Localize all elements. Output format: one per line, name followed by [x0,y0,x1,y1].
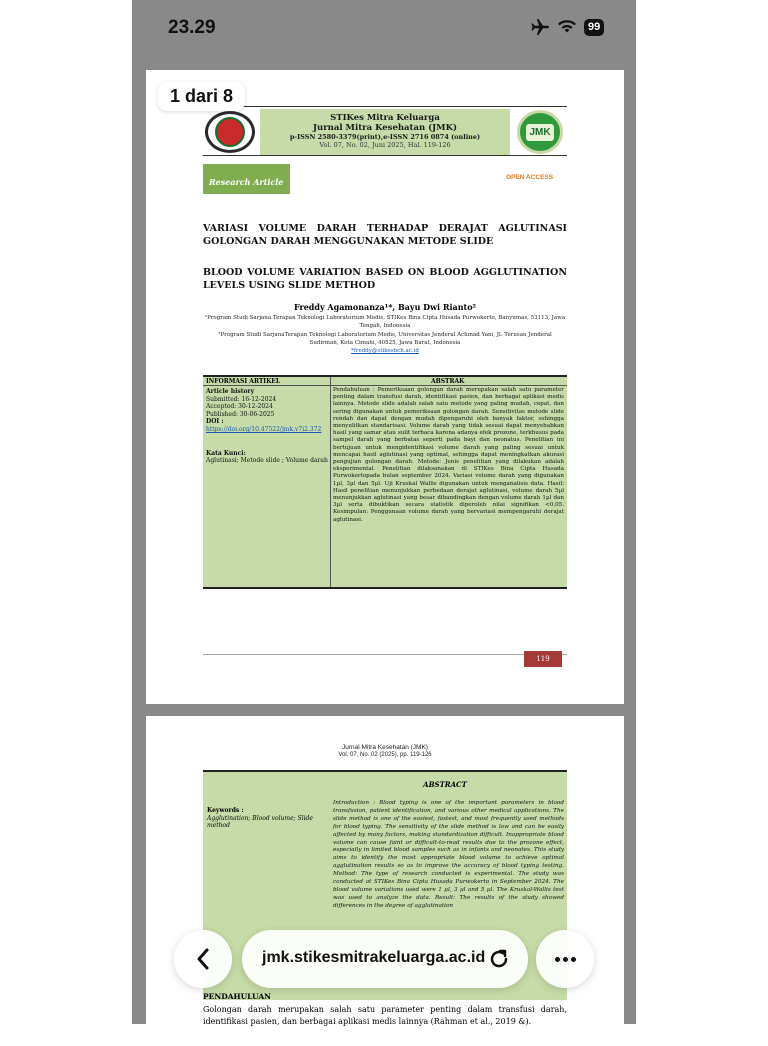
journal-volume: Vol. 07, No. 02, Juni 2025, Hal. 119-126 [319,141,451,149]
pdf-page-1 [146,70,624,704]
more-icon [555,957,560,962]
affiliation-1: ¹Program Studi Sarjana Terapan Teknologi Laboratorium Medis, STIKes Bina Cipta Husada Purwokerto, Banyumas, 53113, Jawa Tengah, Indonesia [204,315,566,329]
page-number: 119 [524,651,562,667]
abstract-title: ABSTRACT [423,780,467,789]
reload-icon[interactable] [486,946,512,972]
article-info-box [203,375,567,589]
keywords-en: Keywords : Agglutination; Blood volume; Slide method [207,807,313,830]
journal-header [203,106,567,156]
chevron-left-icon [195,947,211,971]
title-english: BLOOD VOLUME VARIATION BASED ON BLOOD AGGLUTINATION LEVELS USING SLIDE METHOD [203,267,567,291]
journal-name: Jurnal Mitra Kesehatan (JMK) [313,123,457,133]
wifi-icon [557,19,577,35]
running-header: Jurnal Mitra Kesehatan (JMK) [342,744,428,751]
abstrak-text: Pendahuluan : Pemeriksaan golongan darah merupakan salah satu parameter penting dalam transfusi darah, identifikasi pasien, dan berbagai aplikasi medis lainnya. Metode slide adalah salah satu metode yang paling mudah, cepat, dan sering digunakan untuk pemeriksaan golongan darah. Sensitivitas metode slide rendah dan dapat dengan mudah dipengaruhi oleh banyak faktor, sehingga menyulitkan standarisasi. Volume darah yang tidak sesuai dapat menyebabkan hasil yang samar atau sulit terbaca karena adanya efek prozone, terkhusus pada sampel darah yang berbatas seperti pada bayi dan neonatus. Penelitian ini bertujuan untuk mengidentifikasi volume darah yang paling sesuai untuk mencapai hasil aglutinasi yang optimal, sehingga dapat meningkatkan akurasi pengujian golongan darah. Metode: Jenis penelitian yang dilakukan adalah eksperimental. Penelitian dilaksanakan di STIKes Bina Cipta Husada Purwokertopada bulan september 2024. Variasi volume darah yang digunakan 1µl, 3µl dan 5µl. Uji Kruskal Wallis digunakan untuk menganalisis data. Hasil: Hasil penelitian menunjukkan perbedaan derajat aglutinasi, volume darah 5µl menunjukkan aglutinasi yang besar dibandingkan dengan volume darah 1µl dan 3µl serta dibuktikan secara statistik diperoleh nilai signifikan <0,05. Kesimpulan: Penggunaan volume darah yang bervariasi mempengaruhi derajat aglutinasi. [333,387,564,523]
section-heading: PENDAHULUAN [203,992,272,1001]
pdf-page-2 [146,716,624,1046]
research-article-label: Research Article [203,164,290,194]
status-time: 23.29 [168,17,216,38]
back-button[interactable] [174,930,232,988]
institution-logo [205,111,255,153]
journal-institution: STIKes Mitra Keluarga [330,113,440,123]
airplane-icon [530,18,550,36]
more-options-button[interactable] [536,930,594,988]
document-viewer[interactable] [132,0,636,1024]
abstract-text: Introduction : Blood typing is one of the important parameters in blood transfusion, patient identification, and various other medical applications. The slide method is one of the easiest, fastest, and most frequently used methods for blood typing. The sensitivity of the slide method is low and can be easily affected by many factors, making standardization difficult. Inappropriate blood volume can cause faint or difficult-to-read results due to the prozone effect, especially in limited blood samples such as in infants and neonates. This study aims to identify the most appropriate blood volume to achieve optimal agglutination results so as to improve the accuracy of blood typing testing. Method: The type of research conducted is experimental. The study was conducted at STIKes Bina Cipta Husada Purwokerto in September 2024. The blood volume variations used were 1 µl, 3 µl and 5 µl. The Kruskal-Wallis test was used to analyze the data. Result: The results of the study showed differences in the degree of agglutination [333,800,564,909]
url-text: jmk.stikesmitrakeluarga.ac.id [262,949,486,966]
abstrak-header: ABSTRAK [431,378,465,385]
info-header: INFORMASI ARTIKEL [206,378,281,385]
battery-indicator: 99 [584,19,604,36]
running-volume: Vol. 07, No. 02 (2025), pp. 119-126 [338,752,432,758]
open-access-label: OPEN ACCESS [506,174,554,181]
page-indicator: 1 dari 8 [158,82,245,111]
status-icons [530,18,604,36]
title-indonesian: VARIASI VOLUME DARAH TERHADAP DERAJAT AGLUTINASI GOLONGAN DARAH MENGGUNAKAN METODE SLIDE [203,223,567,247]
journal-issn: p-ISSN 2580-3379(print),e-ISSN 2716 0874 (online) [289,133,481,141]
jmk-logo: JMK [517,110,563,154]
doi-link[interactable]: https://doi.org/10.47522/jmk.v7i2.372 [206,425,322,433]
keywords: Aglutinasi; Metode slide ; Volume darah [206,457,328,465]
url-bar[interactable] [242,930,528,988]
email-link[interactable]: *freddy@stikesbch.ac.id [351,348,419,354]
article-info: Article history Submitted: 16-12-2024 Accepted: 30-12-2024 Published: 30-06-2025 DOI : https://doi.org/10.47522/jmk.v7i2.372 Kata Kunci: Aglutinasi; Metode slide ; Volume darah [206,388,328,465]
body-text: Golongan darah merupakan salah satu parameter penting dalam transfusi darah, identifikasi pasien, dan berbagai aplikasi medis lainnya (Rahman et al., 2019 &). [203,1005,567,1026]
affiliation-2: ²Program Studi SarjanaTerapan Teknologi Laboratorium Medis, Universitas Jenderal Achmad Yani, Jl. Terusan Jenderal Sudirman, Kota Cimahi, 40525, Jawa Barat, Indonesia [218,332,552,346]
authors: Freddy Agamonanza¹*, Bayu Dwi Rianto² [293,302,477,312]
